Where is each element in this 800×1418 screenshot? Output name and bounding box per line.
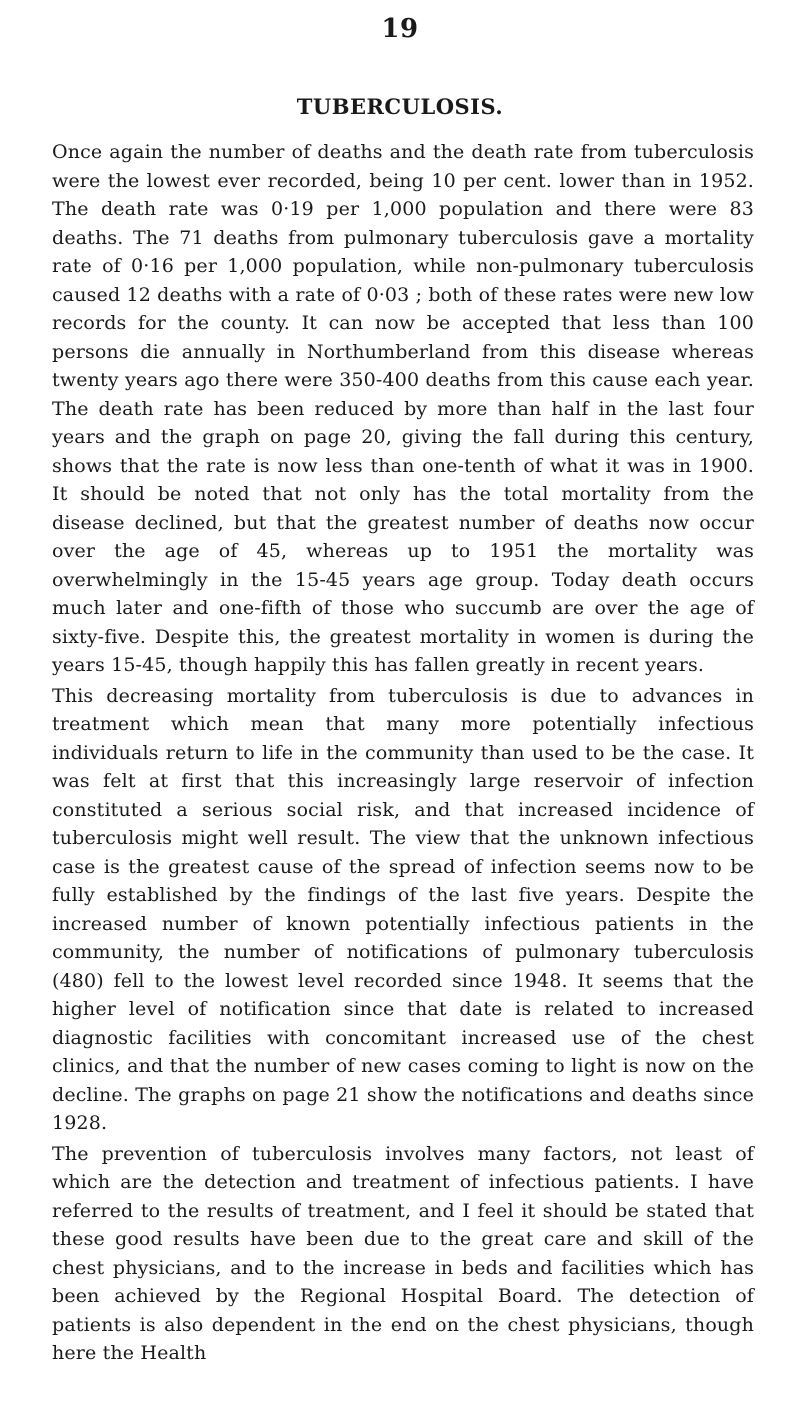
paragraph-2: This decreasing mortality from tuberculosis is due to advances in treatment which mean that many more potentially infectious individuals return to life in the community than used to be the case. It was felt at first that this increasingly large reservoir of infection constituted a serious social risk, and that increased incidence of tuberculosis might well result. The view that the unknown infectious case is the greatest cause of the spread of infection seems now to be fully established by the findings of the last five years. Despite the increased number of known potentially infectious patients in the community, the number of notifications of pulmonary tuberculosis (480) fell to the lowest level recorded since 1948. It seems that the higher level of notification since that date is related to increased diagnostic facilities with concomitant increased use of the chest clinics, and that the number of new cases coming to light is now on the decline. The graphs on page 21 show the notifications and deaths since 1928. <box>52 684 754 1134</box>
paragraph-3: The prevention of tuberculosis involves many factors, not least of which are the detection and treatment of infectious patients. I have referred to the results of treatment, and I feel it should be stated that these good results have been due to the great care and skill of the chest physicians, and to the increase in beds and facilities which has been achieved by the Regional Hospital Board. The detection of patients is also dependent in the end on the chest physicians, though here the Health <box>52 1142 754 1364</box>
section-heading: TUBERCULOSIS. <box>296 94 504 119</box>
page-number: 19 <box>381 14 419 44</box>
paragraph-1: Once again the number of deaths and the death rate from tuberculosis were the lowest ever recorded, being 10 per cent. lower than in 1952. The death rate was 0·19 per 1,000 population and there were 83 deaths. The 71 deaths from pulmonary tuberculosis gave a mortality rate of 0·16 per 1,000 population, while non-pulmonary tuberculosis caused 12 deaths with a rate of 0·03 ; both of these rates were new low records for the county. It can now be accepted that less than 100 persons die annually in Northumberland from this disease whereas twenty years ago there were 350-400 deaths from this cause each year. The death rate has been reduced by more than half in the last four years and the graph on page 20, giving the fall during this century, shows that the rate is now less than one-tenth of what it was in 1900. It should be noted that not only has the total mortality from the disease declined, but that the greatest number of deaths now occur over the age of 45, whereas up to 1951 the mortality was overwhelmingly in the 15-45 years age group. Today death occurs much later and one-fifth of those who succumb are over the age of sixty-five. Despite this, the greatest mortality in women is during the years 15-45, though happily this has fallen greatly in recent years. <box>52 141 754 676</box>
body-text <box>52 138 754 1370</box>
